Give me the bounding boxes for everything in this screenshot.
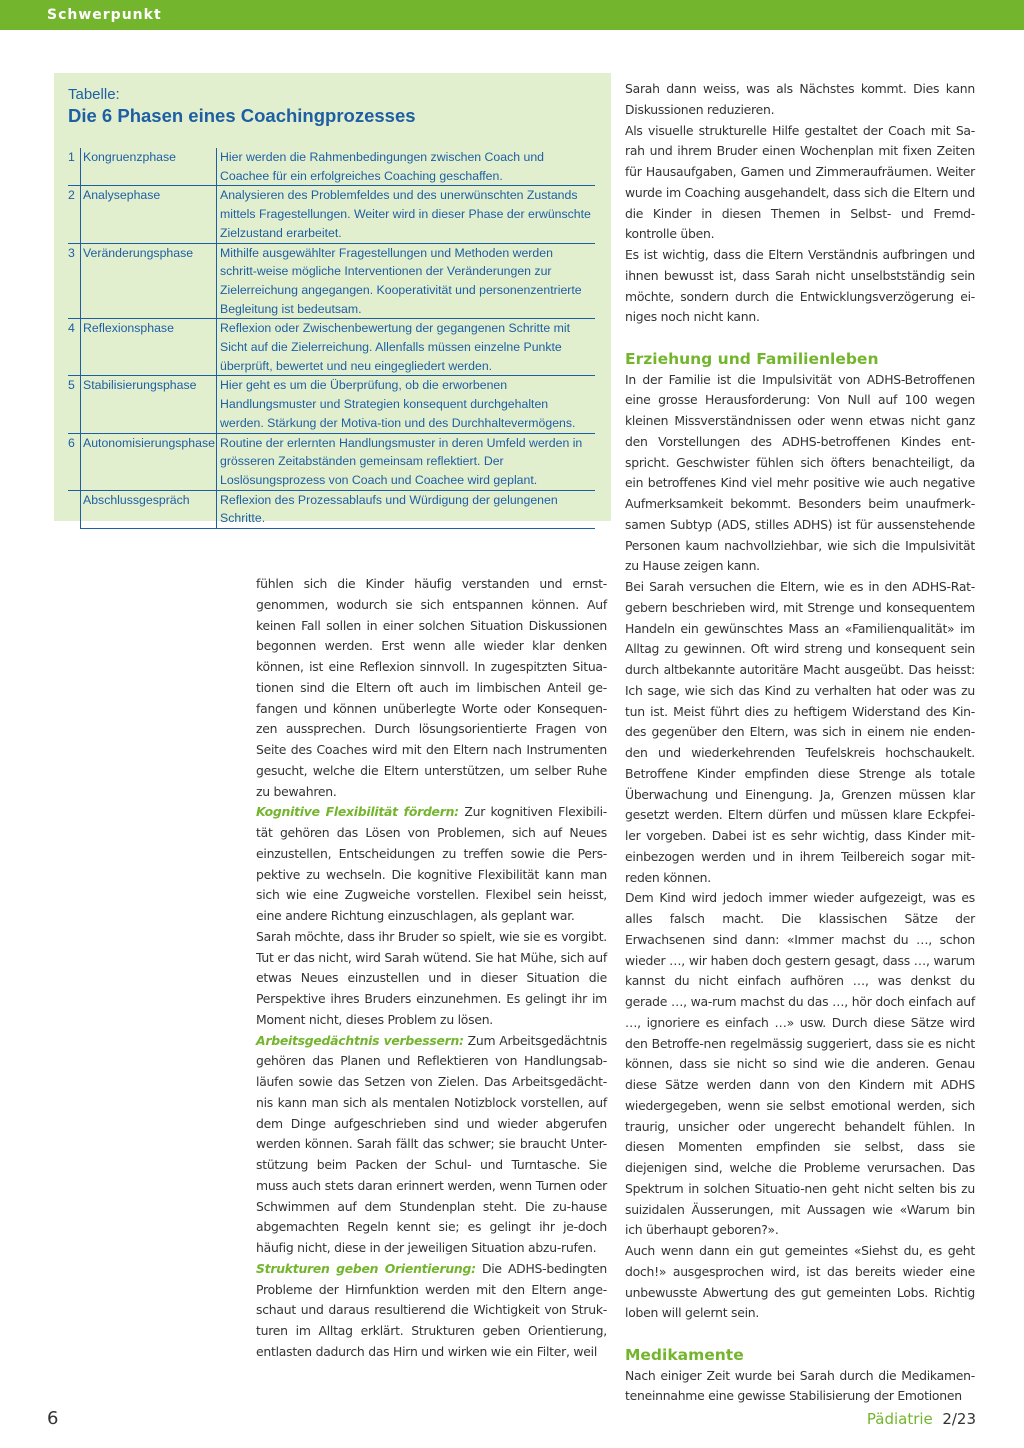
- inline-subheading: Strukturen geben Orientierung:: [256, 1260, 476, 1276]
- phase-name: Analysephase: [81, 186, 217, 243]
- body-paragraph: In der Familie ist die Impulsivität von ADHS-Betroffenen eine grosse Herausforderung: Von Null auf 100 wegen kleinen Missverständnissen oder wenn etwas nicht ganz den Vorstellungen des ADHS-betroffenen Kindes ent-spricht. Geschwister fühlen sich öfters benachteiligt, da ein betroffenes Kind viel mehr positive wie auch negative Aufmerksamkeit bekommt. Besonders beim unaufmerk-samen Subtyp (ADS, stilles ADHS) ist für aussenstehende Personen kaum nachvollziehbar, wie sich die Impulsivität zu Hause zeigen kann.: [625, 371, 975, 574]
- table-row: [68, 148, 595, 186]
- body-paragraph: fühlen sich die Kinder häufig verstanden und ernst-genommen, wodurch sie sich entspannen können. Auf keinen Fall sollen in einer solchen Situation Diskussionen begonnen werden. Erst wenn alle wieder klar denken können, ist eine Reflexion sinnvoll. In zugespitzten Situa-tionen sind die Eltern oft auch im limbischen Anteil ge-fangen und können unüberlegte Worte oder Konsequen-zen aussprechen. Durch lösungsorientierte Fragen von Seite des Coaches wird mit den Eltern nach Instrumenten gesucht, welche die Eltern unterstützen, um selber Ruhe zu bewahren.: [256, 576, 607, 799]
- paragraph-text: Zum Arbeitsgedächtnis gehören das Planen und Reflektieren von Handlungsab-läufen sowie das Setzen von Zielen. Das Arbeitsgedächt-nis kann man sich als mentalen Notizblock vorstellen, auf dem Dinge aufgeschrieben sind und wieder abgerufen werden können. Sarah fällt das schwer; sie braucht Unter-stützung beim Packen der Schul- und Turntasche. Sie muss auch stets daran erinnert werden, wenn Turnen oder Schwimmen auf dem Stundenplan steht. Die zu-hause abgemachten Regeln kennt sie; es gelingt ihr je-doch häufig nicht, diese in der jeweiligen Situation abzu-rufen.: [256, 1032, 608, 1255]
- table-row: [68, 376, 595, 433]
- phase-name: Stabilisierungsphase: [81, 376, 217, 433]
- phase-description: Hier geht es um die Überprüfung, ob die erworbenen Handlungsmuster und Strategien konsequent durchgehalten werden. Stärkung der Motiva-tion und des Durchhaltevermögens.: [217, 376, 596, 433]
- phase-name: Kongruenzphase: [81, 148, 217, 186]
- body-paragraph: Dem Kind wird jedoch immer wieder aufgezeigt, was es alles falsch macht. Die klassischen Sätze der Erwachsenen sind dann: «Immer machst du …, schon wieder …, wir haben doch gestern gesagt, dass …, warum kannst du nicht einfach aufhören …, was denkst du gerade …, wa-rum machst du das …, hör doch einfach auf …, ignoriere es einfach …» usw. Durch diese Sätze wird den Betroffe-nen regelmässig suggeriert, dass sie es nicht können, dass sie nicht so sind wie die anderen. Genau diese Sätze werden dann von den Kindern mit ADHS wiedergegeben, wenn sie selbst emotional werden, sich traurig, unsicher oder ungerecht behandelt fühlen. In diesen Momenten empfinden sie selbst, dass sie diejenigen sind, welche die Probleme verursachen. Das Spektrum in solchen Situatio-nen geht nicht selten bis zu suizidalen Äusserungen, mit Aussagen wie «Warum bin ich überhaupt geboren?».: [625, 890, 975, 1238]
- phase-number: 5: [68, 376, 81, 433]
- phase-description: Mithilfe ausgewählter Fragestellungen und Methoden werden schritt-weise mögliche Interventionen der Veränderungen zur Zielerreichung angegangen. Kooperativität und personenzentrierte Begleitung ist bedeutsam.: [217, 243, 596, 319]
- phase-number: 4: [68, 319, 81, 376]
- phase-name: Veränderungsphase: [81, 243, 217, 319]
- table-row: [68, 243, 595, 319]
- body-paragraph: Auch wenn dann ein gut gemeintes «Siehst du, es geht doch!» ausgesprochen wird, ist das bereits wieder eine unbewusste Abwertung des gut gemeinten Lobs. Richtig loben will gelernt sein.: [625, 1243, 975, 1321]
- table-row: [68, 319, 595, 376]
- body-paragraph: [256, 802, 607, 927]
- phase-description: Reflexion des Prozessablaufs und Würdigung der gelungenen Schritte.: [217, 490, 596, 528]
- coaching-phases-table-box: [54, 73, 611, 526]
- phase-number: 1: [68, 148, 81, 186]
- article-column-middle: [256, 574, 607, 1363]
- phase-description: Analysieren des Problemfeldes und des unerwünschten Zustands mittels Fragestellungen. Weiter wird in dieser Phase der erwünschte Zielzustand erarbeitet.: [217, 186, 596, 243]
- section-label: Schwerpunkt: [47, 7, 162, 23]
- table-label: Tabelle:: [68, 86, 120, 103]
- journal-footer: [867, 1410, 976, 1428]
- body-paragraph: Als visuelle strukturelle Hilfe gestaltet der Coach mit Sa-rah und ihrem Bruder einen Wochenplan mit fixen Zeiten für Hausaufgaben, Gamen und Zimmeraufräumen. Weiter wurde im Coaching ausgehandelt, dass sich die Eltern und die Kinder in diesen Themen in Selbst- und Fremd-kontrolle üben.: [625, 122, 975, 242]
- phase-name: Autonomisierungsphase: [81, 433, 217, 490]
- article-column-right: [625, 79, 975, 1407]
- section-header-bar: [0, 0, 1024, 30]
- inline-subheading: Arbeitsgedächtnis verbessern:: [256, 1032, 464, 1048]
- phase-description: Routine der erlernten Handlungsmuster in deren Umfeld werden in grösseren Zeitabständen gemeinsam reflektiert. Der Loslösungsprozess von Coach und Coachee wird geplant.: [217, 433, 596, 490]
- issue-number: 2/23: [942, 1410, 976, 1428]
- paragraph-text: Zur kognitiven Flexibili-tät gehören das Lösen von Problemen, sich auf Neues einzustellen, Entscheidungen zu treffen sowie die Pers-pektive zu wechseln. Die kognitive Flexibilität kann man sich wie eine Zugweiche vorstellen. Flexibel sein heisst, eine andere Richtung einzuschlagen, als geplant war.: [256, 804, 608, 923]
- inline-subheading: Kognitive Flexibilität fördern:: [256, 804, 459, 820]
- page-number: 6: [47, 1408, 59, 1429]
- body-paragraph: Sarah dann weiss, was als Nächstes kommt. Dies kann Diskussionen reduzieren.: [625, 81, 975, 117]
- journal-name: Pädiatrie: [866, 1410, 933, 1428]
- table-row: [68, 490, 595, 528]
- table-row: [68, 433, 595, 490]
- phase-description: Hier werden die Rahmenbedingungen zwischen Coach und Coachee für ein erfolgreiches Coaching geschaffen.: [217, 148, 596, 186]
- body-paragraph: [256, 1031, 607, 1259]
- body-paragraph: Bei Sarah versuchen die Eltern, wie es in den ADHS-Rat-gebern beschrieben wird, mit Strenge und konsequentem Handeln ein gewünschtes Mass an «Familienqualität» im Alltag zu gewinnen. Oft wird streng und konsequent sein durch altbekannte autoritäre Macht ausgeübt. Das heisst: Ich sage, wie sich das Kind zu verhalten hat oder was zu tun ist. Meist führt dies zu heftigem Widerstand des Kin-des gegenüber den Eltern, was sich in einem nie enden-den und wiederkehrenden Teufelskreis hochschaukelt. Betroffene Kinder empfinden diese Strenge als totale Überwachung und Einengung. Ja, Grenzen müssen klar gesetzt werden. Eltern dürfen und müssen klare Eckpfei-ler vorgeben. Dabei ist es sehr wichtig, dass Kinder mit-einbezogen werden und in ihrem Teilbereich sogar mit-reden können.: [625, 579, 975, 885]
- body-paragraph: Nach einiger Zeit wurde bei Sarah durch die Medikamen-teneinnahme eine gewisse Stabilisierung der Emotionen: [625, 1367, 975, 1404]
- body-paragraph: Es ist wichtig, dass die Eltern Verständnis aufbringen und ihnen bewusst ist, dass Sarah nicht unselbstständig sein möchte, sondern durch die Entwicklungsverzögerung ei-niges noch nicht kann.: [625, 247, 975, 325]
- section-heading: Erziehung und Familienleben: [625, 349, 879, 368]
- phase-name: Abschlussgespräch: [81, 490, 217, 528]
- phase-description: Reflexion oder Zwischenbewertung der gegangenen Schritte mit Sicht auf die Zielerreichung. Allenfalls müssen einzelne Punkte überprüft, bewertet und neu eingegliedert werden.: [217, 319, 596, 376]
- table-row: [68, 186, 595, 243]
- section-heading: Medikamente: [625, 1345, 744, 1364]
- phase-number: 6: [68, 433, 81, 490]
- body-paragraph: [256, 1259, 607, 1363]
- section-spacer: [625, 328, 975, 349]
- phase-number: 2: [68, 186, 81, 243]
- body-paragraph: Sarah möchte, dass ihr Bruder so spielt, wie sie es vorgibt. Tut er das nicht, wird Sarah wütend. Sie hat Mühe, sich auf etwas Neues einzustellen und in dieser Situation die Perspektive ihres Bruders einzunehmen. Es gelingt ihr im Moment nicht, dieses Problem zu lösen.: [256, 928, 607, 1027]
- phase-name: Reflexionsphase: [81, 319, 217, 376]
- phase-number: 3: [68, 243, 81, 319]
- table-title: Die 6 Phasen eines Coachingprozesses: [68, 105, 416, 126]
- phases-table: [68, 148, 595, 529]
- section-spacer: [625, 1324, 975, 1345]
- paragraph-text: Die ADHS-bedingten Probleme der Hirnfunktion werden mit den Eltern ange-schaut und daraus resultierend die Wichtigkeit von Struk-turen im Alltag erklärt. Strukturen geben Orientierung, entlasten dadurch das Hirn und wirken wie ein Filter, weil: [256, 1260, 607, 1359]
- phase-number: [68, 490, 81, 528]
